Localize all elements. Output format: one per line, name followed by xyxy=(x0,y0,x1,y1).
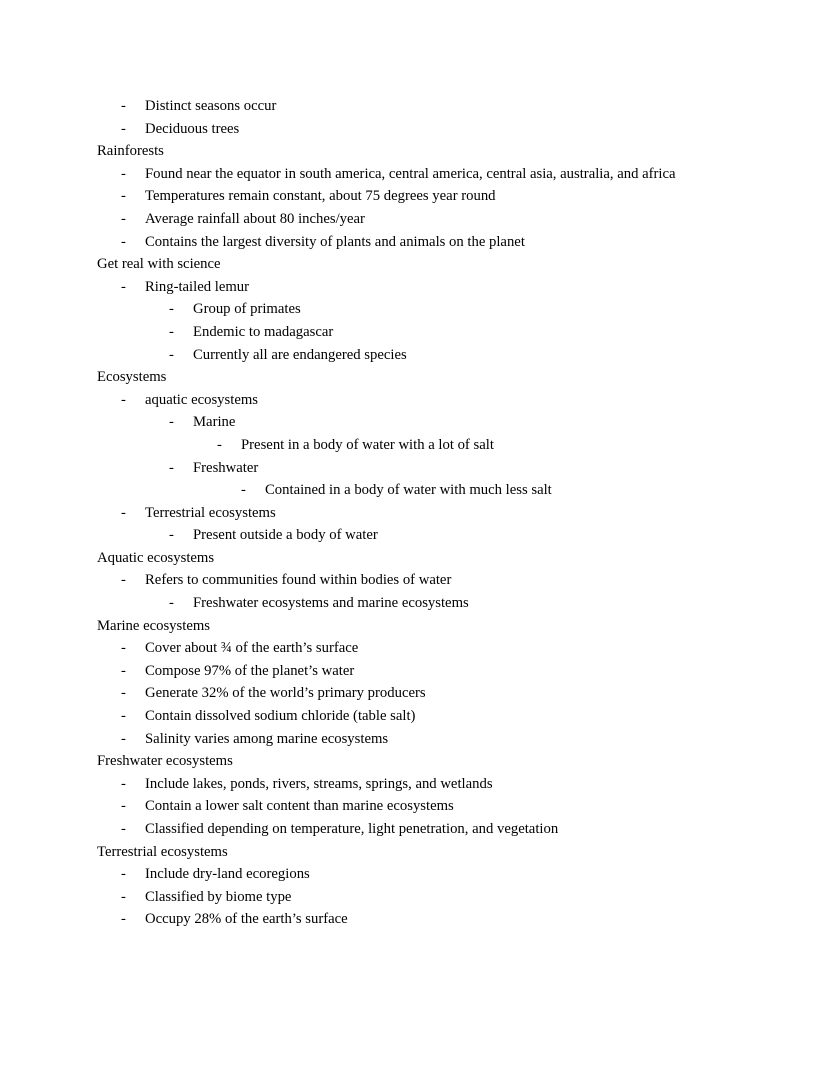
list-item-text: Compose 97% of the planet’s water xyxy=(145,662,355,679)
dash-bullet: - xyxy=(121,278,126,295)
list-item-text: Include lakes, ponds, rivers, streams, springs, and wetlands xyxy=(145,775,493,792)
list-item xyxy=(97,863,733,886)
list-item xyxy=(97,660,733,683)
dash-bullet: - xyxy=(169,527,174,544)
dash-bullet: - xyxy=(121,911,126,928)
dash-bullet: - xyxy=(121,888,126,905)
list-item-text: Terrestrial ecosystems xyxy=(145,504,276,521)
list-item-text: Contained in a body of water with much less salt xyxy=(265,482,552,499)
list-item-text: Deciduous trees xyxy=(145,120,240,137)
list-item xyxy=(97,773,733,796)
heading-text: Marine ecosystems xyxy=(97,617,210,634)
heading xyxy=(97,615,733,638)
list-item-text: Average rainfall about 80 inches/year xyxy=(145,210,365,227)
dash-bullet: - xyxy=(241,482,246,499)
list-item xyxy=(97,298,733,321)
list-item-text: Contain dissolved sodium chloride (table salt) xyxy=(145,708,416,725)
list-item-text: Salinity varies among marine ecosystems xyxy=(145,730,389,747)
heading-text: Freshwater ecosystems xyxy=(97,753,233,770)
list-item-text: Freshwater xyxy=(193,459,259,476)
dash-bullet: - xyxy=(169,595,174,612)
dash-bullet: - xyxy=(121,188,126,205)
list-item-text: Distinct seasons occur xyxy=(145,98,277,114)
list-item-text: Currently all are endangered species xyxy=(193,346,407,363)
heading xyxy=(97,750,733,773)
dash-bullet: - xyxy=(121,98,126,114)
dash-bullet: - xyxy=(121,640,126,657)
list-item-text: Refers to communities found within bodies of water xyxy=(145,572,452,589)
dash-bullet: - xyxy=(121,821,126,837)
list-item xyxy=(97,637,733,660)
dash-bullet: - xyxy=(169,301,174,318)
list-item-text: Freshwater ecosystems and marine ecosystems xyxy=(193,595,469,612)
list-item xyxy=(97,682,733,705)
list-item-text: aquatic ecosystems xyxy=(145,391,258,408)
list-item xyxy=(97,95,733,118)
list-item-text: Occupy 28% of the earth’s surface xyxy=(145,911,348,928)
dash-bullet: - xyxy=(169,346,174,363)
list-item-text: Endemic to madagascar xyxy=(193,323,334,340)
dash-bullet: - xyxy=(121,685,126,702)
list-item xyxy=(97,728,733,751)
list-item-text: Temperatures remain constant, about 75 degrees year round xyxy=(145,188,496,205)
list-item xyxy=(97,434,733,457)
list-item xyxy=(97,569,733,592)
list-item xyxy=(97,411,733,434)
list-item xyxy=(97,479,733,502)
list-item xyxy=(97,524,733,547)
heading xyxy=(97,140,733,163)
list-item-text: Found near the equator in south america, central america, central asia, australia, and africa xyxy=(145,165,676,182)
document-content xyxy=(97,95,733,931)
heading-text: Ecosystems xyxy=(97,369,167,386)
list-item xyxy=(97,321,733,344)
list-item xyxy=(97,705,733,728)
heading-text: Terrestrial ecosystems xyxy=(97,843,228,860)
heading-text: Aquatic ecosystems xyxy=(97,549,215,566)
dash-bullet: - xyxy=(121,798,126,815)
list-item xyxy=(97,886,733,909)
list-item xyxy=(97,185,733,208)
list-item-text: Group of primates xyxy=(193,301,301,318)
list-item xyxy=(97,276,733,299)
heading xyxy=(97,547,733,570)
list-item xyxy=(97,592,733,615)
dash-bullet: - xyxy=(169,323,174,340)
dash-bullet: - xyxy=(121,120,126,137)
list-item-text: Classified depending on temperature, light penetration, and vegetation xyxy=(145,821,559,837)
dash-bullet: - xyxy=(121,210,126,227)
heading xyxy=(97,253,733,276)
dash-bullet: - xyxy=(217,436,222,453)
dash-bullet: - xyxy=(121,504,126,521)
list-item xyxy=(97,908,733,931)
dash-bullet: - xyxy=(121,775,126,792)
list-item xyxy=(97,344,733,367)
list-item xyxy=(97,208,733,231)
dash-bullet: - xyxy=(121,391,126,408)
list-item-text: Ring-tailed lemur xyxy=(145,278,250,295)
heading xyxy=(97,366,733,389)
heading-text: Get real with science xyxy=(97,256,221,273)
list-item xyxy=(97,389,733,412)
list-item-text: Present outside a body of water xyxy=(193,527,378,544)
heading-text: Rainforests xyxy=(97,143,164,160)
dash-bullet: - xyxy=(121,233,126,250)
list-item-text: Marine xyxy=(193,414,236,431)
list-item xyxy=(97,795,733,818)
list-item-text: Classified by biome type xyxy=(145,888,292,905)
list-item xyxy=(97,502,733,525)
dash-bullet: - xyxy=(121,730,126,747)
dash-bullet: - xyxy=(121,572,126,589)
list-item-text: Include dry-land ecoregions xyxy=(145,866,310,883)
list-item-text: Contains the largest diversity of plants and animals on the planet xyxy=(145,233,525,250)
dash-bullet: - xyxy=(121,165,126,182)
dash-bullet: - xyxy=(121,708,126,725)
dash-bullet: - xyxy=(169,414,174,431)
dash-bullet: - xyxy=(121,866,126,883)
list-item-text: Present in a body of water with a lot of salt xyxy=(241,436,494,453)
dash-bullet: - xyxy=(121,662,126,679)
list-item-text: Contain a lower salt content than marine ecosystems xyxy=(145,798,454,815)
list-item xyxy=(97,457,733,480)
dash-bullet: - xyxy=(169,459,174,476)
list-item xyxy=(97,818,733,841)
list-item-text: Generate 32% of the world’s primary producers xyxy=(145,685,426,702)
heading xyxy=(97,841,733,864)
list-item xyxy=(97,163,733,186)
list-item-text: Cover about ¾ of the earth’s surface xyxy=(145,640,359,657)
list-item xyxy=(97,231,733,254)
list-item xyxy=(97,118,733,141)
